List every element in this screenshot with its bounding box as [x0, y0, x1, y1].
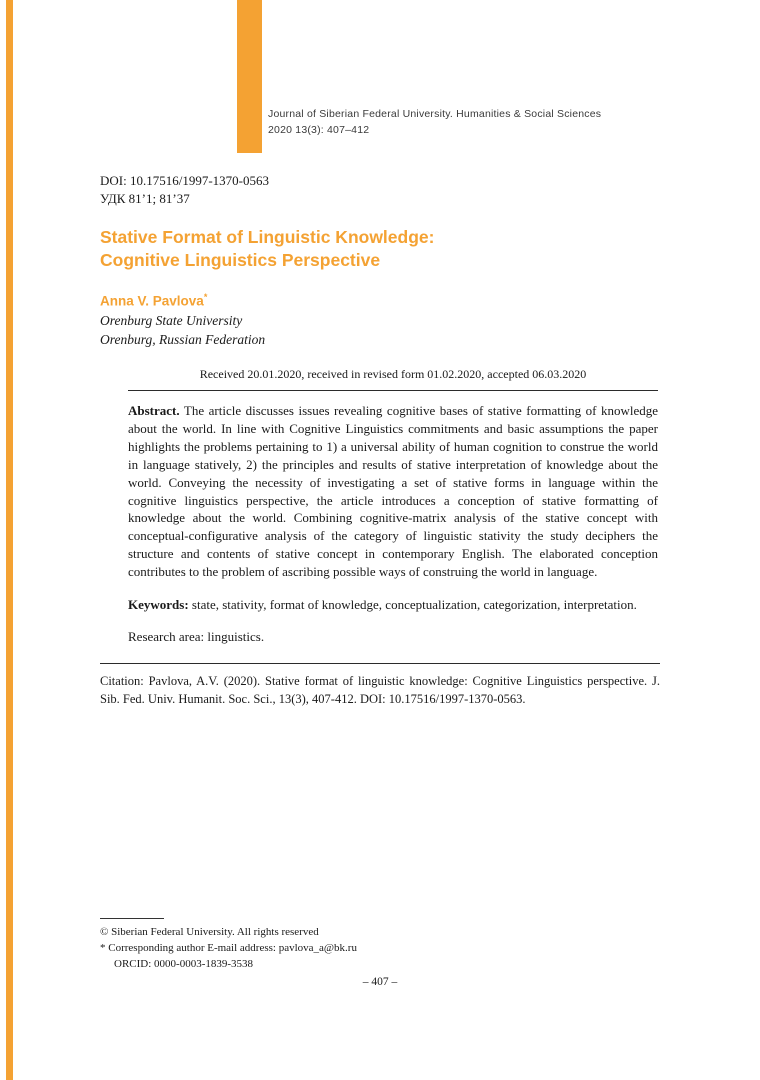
received-dates: Received 20.01.2020, received in revised form 01.02.2020, accepted 06.03.2020 — [199, 366, 587, 381]
research-area: Research area: linguistics. — [128, 629, 265, 645]
journal-header — [268, 106, 688, 139]
footnote-copyright: © Siberian Federal University. All rights reserved — [100, 926, 319, 938]
abstract-body: The article discusses issues revealing cognitive bases of stative formatting of knowledge about the world. In line with Cognitive Linguistics commitments and basic assumptions the paper highlights the problems pertaining to 1) a universal ability of human cognition to construe the world in language statively, 2) the principles and results of stative interpretation of knowledge about the world. Conveying the necessity of investigating a set of stative forms in language within the cognitive linguistics perspective, the article introduces a conception of stative formatting of knowledge about the world. Combining cognitive-matrix analysis of the stative concept with conceptual-configurative analysis of the category of linguistic stativity the study deciphers the structure and contents of stative concept in contemporary English. The elaborated conception contributes to the problem of ascribing possible ways of construing the world in language. — [128, 402, 658, 580]
abstract-label: Abstract. — [128, 402, 180, 418]
keywords-paragraph — [128, 596, 658, 614]
journal-issue: 2020 13(3): 407–412 — [268, 124, 370, 137]
paper-title-line2: Cognitive Linguistics Perspective — [100, 250, 381, 271]
page-number: – 407 – — [362, 976, 398, 988]
journal-name: Journal of Siberian Federal University. Humanities & Social Sciences — [268, 108, 602, 120]
top-accent-block — [237, 0, 262, 153]
keywords-body: state, stativity, format of knowledge, conceptualization, categorization, interpretation. — [188, 597, 637, 613]
author-footnote-marker: * — [203, 291, 208, 302]
paper-title-line1: Stative Format of Linguistic Knowledge: — [100, 227, 435, 248]
author-name: Anna V. Pavlova* — [100, 291, 208, 309]
abstract-paragraph — [128, 402, 658, 581]
udk-line: УДК 81’1; 81’37 — [100, 191, 190, 207]
footnote-orcid: ORCID: 0000-0003-1839-3538 — [114, 957, 254, 970]
paper-title — [100, 226, 660, 272]
affiliation-line2: Orenburg, Russian Federation — [100, 331, 266, 347]
abstract-section — [128, 390, 658, 645]
author-affiliation — [100, 312, 660, 348]
affiliation-line1: Orenburg State University — [100, 313, 243, 329]
footnote-rule — [100, 918, 164, 919]
left-accent-stripe — [6, 0, 13, 1080]
doi-line: DOI: 10.17516/1997-1370-0563 — [100, 173, 269, 188]
abstract-wrap — [128, 367, 658, 645]
footnote-email: * Corresponding author E-mail address: pavlova_a@bk.ru — [100, 941, 357, 954]
keywords-label: Keywords: — [128, 597, 189, 613]
main-column — [100, 172, 660, 708]
citation-block: Citation: Pavlova, A.V. (2020). Stative format of linguistic knowledge: Cognitive Linguistics perspective. J. Sib. Fed. Univ. Humanit. Soc. Sci., 13(3), 407-412. DOI: 10.17516/1997-1370-0563. — [100, 663, 660, 708]
footnote-block — [100, 918, 520, 973]
